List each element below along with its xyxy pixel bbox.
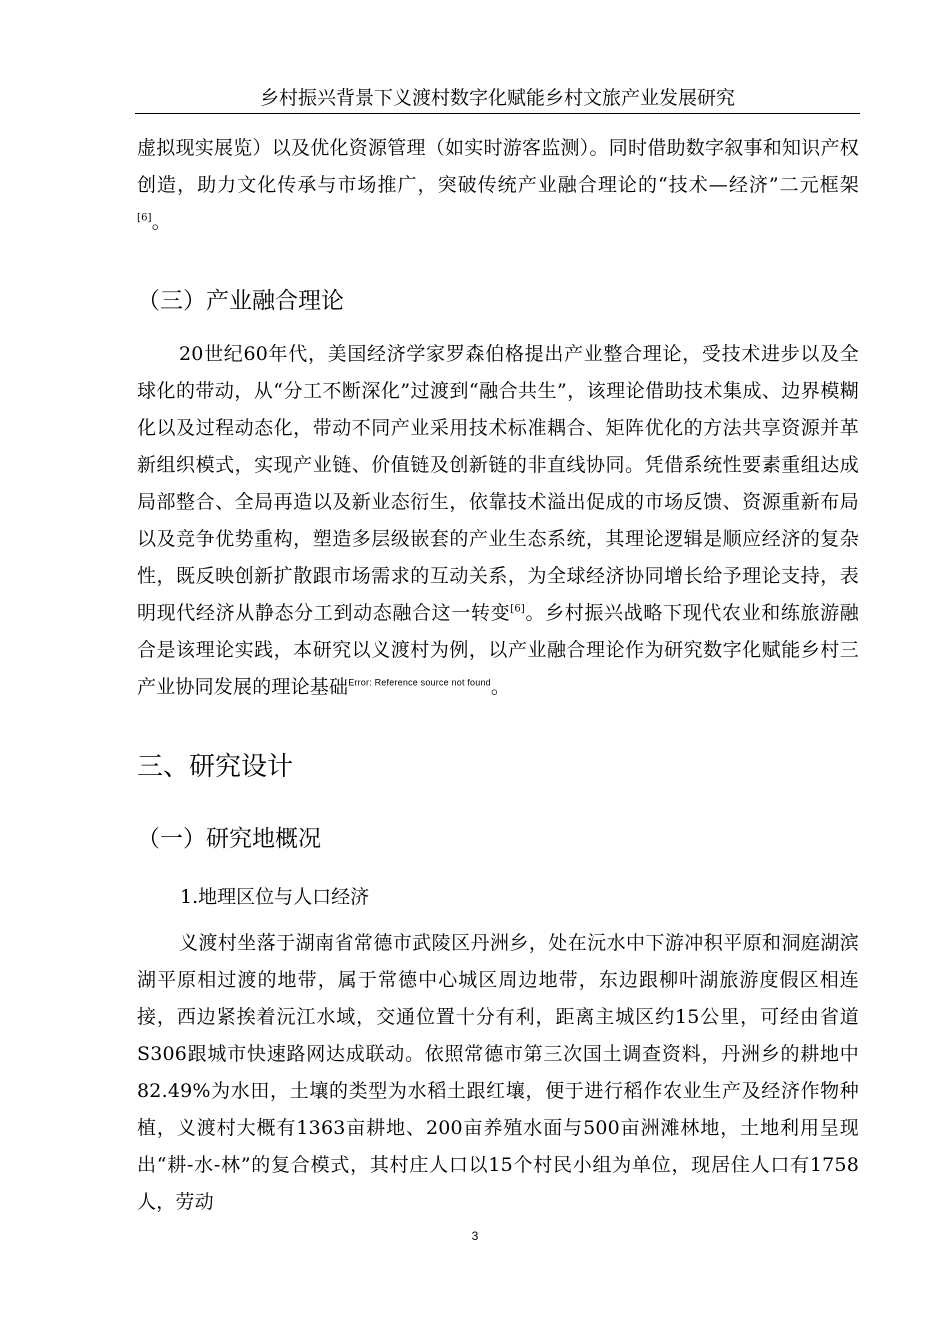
paragraph-industry-integration xyxy=(137,336,859,706)
running-header: 乡村振兴背景下义渡村数字化赋能乡村文旅产业发展研究 xyxy=(135,86,860,114)
subsection-number: 1. xyxy=(180,886,199,908)
page-number: 3 xyxy=(471,1229,479,1243)
subsection-title: 地理区位与人口经济 xyxy=(198,886,370,908)
paragraph-continuation xyxy=(137,130,859,241)
citation-ref: [6] xyxy=(510,603,526,615)
section-heading-study-area: （一）研究地概况 xyxy=(137,826,321,852)
paragraph-location: 义渡村坐落于湖南省常德市武陵区丹洲乡，处在沅水中下游冲积平原和洞庭湖滨湖平原相过渡的地带，属于常德中心城区周边地带，东边跟柳叶湖旅游度假区相连接，西边紧挨着沅江水域，交通位置十分有利，距离主城区约15公里，可经由省道S306跟城市快速路网达成联动。依照常德市第三次国土调查资料，丹洲乡的耕地中82.49%为水田，土壤的类型为水稻土跟红壤，便于进行稻作农业生产及经济作物种植，义渡村大概有1363亩耕地、200亩养殖水面与500亩洲滩林地，土地利用呈现出“耕-水-林”的复合模式，其村庄人口以15个村民小组为单位，现居住人口有1758人，劳动 xyxy=(137,932,859,1213)
paragraph-text-end: 。 xyxy=(151,211,171,233)
paragraph-text-end: 。 xyxy=(490,676,511,698)
paragraph-text: 虚拟现实展览）以及优化资源管理（如实时游客监测）。同时借助数字叙事和知识产权创造，助力文化传承与市场推广，突破传统产业融合理论的“技术—经济”二元框架 xyxy=(137,137,859,196)
reference-error: Error: Reference source not found xyxy=(348,677,491,688)
subsection-heading-location xyxy=(180,882,369,909)
section-heading-industry-integration: （三）产业融合理论 xyxy=(137,288,344,314)
citation-ref: [6] xyxy=(137,212,152,224)
paragraph-text: 。乡村振兴战略下现代农业和练旅游融合是该理论实践，本研究以义渡村为例，以产业融合理论作为研究数字化赋能乡村三产业协同发展的理论基础 xyxy=(137,602,859,698)
paragraph-text: 20世纪60年代，美国经济学家罗森伯格提出产业整合理论，受技术进步以及全球化的带动，从“分工不断深化”过渡到“融合共生”，该理论借助技术集成、边界模糊化以及过程动态化，带动不同产业采用技术标准耦合、矩阵优化的方法共享资源并革新组织模式，实现产业链、价值链及创新链的非直线协同。凭借系统性要素重组达成局部整合、全局再造以及新业态衍生，依靠技术溢出促成的市场反馈、资源重新布局以及竞争优势重构，塑造多层级嵌套的产业生态系统，其理论逻辑是顺应经济的复杂性，既反映创新扩散跟市场需求的互动关系，为全球经济协同增长给予理论支持，表明现代经济从静态分工到动态融合这一转变 xyxy=(137,343,859,624)
chapter-heading-research-design: 三、研究设计 xyxy=(137,752,294,782)
